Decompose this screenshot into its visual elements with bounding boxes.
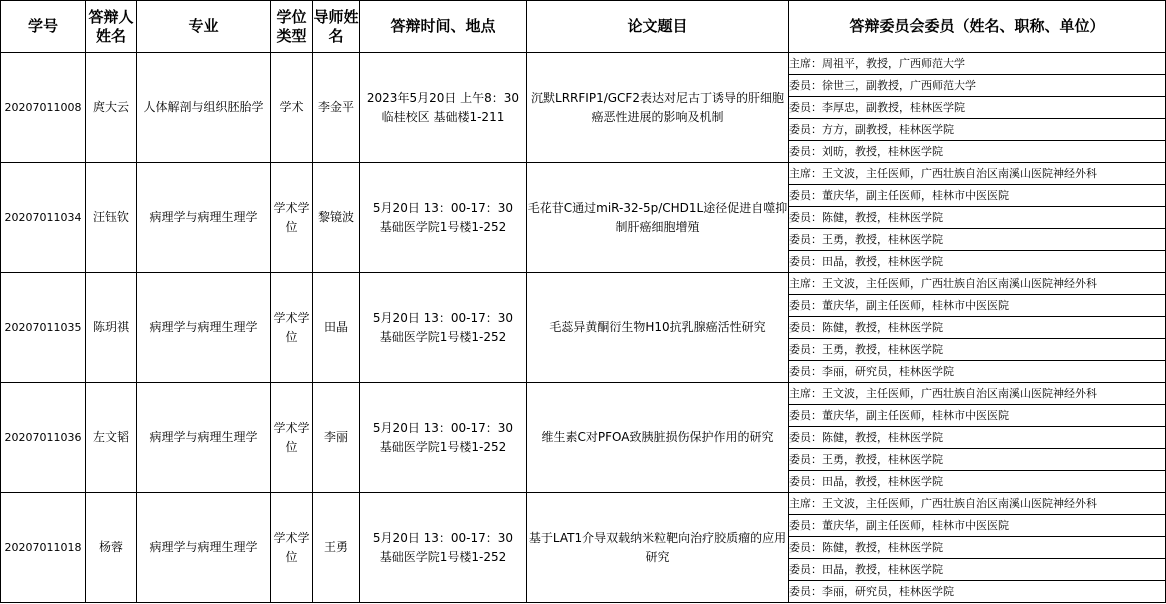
committee-member: 委员：方方，副教授，桂林医学院 xyxy=(789,119,1166,141)
committee-member: 委员：田晶，教授，桂林医学院 xyxy=(789,251,1166,273)
committee-member: 委员：董庆华，副主任医师，桂林市中医医院 xyxy=(789,295,1166,317)
advisor-cell: 田晶 xyxy=(313,273,360,383)
header-row xyxy=(1,1,1166,53)
committee-member: 主席：王文波，主任医师，广西壮族自治区南溪山医院神经外科 xyxy=(789,383,1166,405)
table-row xyxy=(1,383,1166,405)
defense-location: 临桂校区 基础楼1-211 xyxy=(381,109,505,124)
student-id-cell: 20207011036 xyxy=(1,383,86,493)
defense-location: 基础医学院1号楼1-252 xyxy=(379,439,507,454)
defense-time: 2023年5月20日 上午8：30 xyxy=(366,90,520,105)
major-cell: 病理学与病理生理学 xyxy=(137,493,271,603)
student-id-cell: 20207011018 xyxy=(1,493,86,603)
header-major: 专业 xyxy=(137,1,271,53)
major-cell: 病理学与病理生理学 xyxy=(137,383,271,493)
committee-member: 主席：王文波，主任医师，广西壮族自治区南溪山医院神经外科 xyxy=(789,273,1166,295)
committee-member: 委员：徐世三，副教授，广西师范大学 xyxy=(789,75,1166,97)
advisor-cell: 王勇 xyxy=(313,493,360,603)
header-student-id: 学号 xyxy=(1,1,86,53)
committee-member: 主席：周祖平，教授，广西师范大学 xyxy=(789,53,1166,75)
degree-type-cell: 学术学位 xyxy=(271,163,313,273)
committee-member: 委员：李丽，研究员，桂林医学院 xyxy=(789,361,1166,383)
table-row xyxy=(1,493,1166,515)
committee-member: 委员：董庆华，副主任医师，桂林市中医医院 xyxy=(789,405,1166,427)
thesis-title-cell: 基于LAT1介导双载纳米粒靶向治疗胶质瘤的应用研究 xyxy=(527,493,789,603)
advisor-cell: 李金平 xyxy=(313,53,360,163)
defense-time: 5月20日 13：00-17：30 xyxy=(372,530,514,545)
student-id-cell: 20207011034 xyxy=(1,163,86,273)
student-name-cell: 陈玥祺 xyxy=(86,273,137,383)
thesis-title-cell: 维生素C对PFOA致胰脏损伤保护作用的研究 xyxy=(527,383,789,493)
header-thesis-title: 论文题目 xyxy=(527,1,789,53)
committee-member: 委员：李厚忠，副教授，桂林医学院 xyxy=(789,97,1166,119)
time-place-cell xyxy=(360,53,527,163)
committee-member: 委员：陈健，教授，桂林医学院 xyxy=(789,427,1166,449)
time-place-cell xyxy=(360,383,527,493)
student-id-cell: 20207011035 xyxy=(1,273,86,383)
committee-member: 委员：田晶，教授，桂林医学院 xyxy=(789,559,1166,581)
degree-type-cell: 学术 xyxy=(271,53,313,163)
table-row xyxy=(1,273,1166,295)
advisor-cell: 黎镜波 xyxy=(313,163,360,273)
committee-member: 委员：李丽，研究员，桂林医学院 xyxy=(789,581,1166,603)
degree-type-cell: 学术学位 xyxy=(271,273,313,383)
committee-member: 委员：田晶，教授，桂林医学院 xyxy=(789,471,1166,493)
defense-location: 基础医学院1号楼1-252 xyxy=(379,219,507,234)
student-name-cell: 左文韬 xyxy=(86,383,137,493)
thesis-title-cell: 沉默LRRFIP1/GCF2表达对尼古丁诱导的肝细胞癌恶性进展的影响及机制 xyxy=(527,53,789,163)
header-committee: 答辩委员会委员（姓名、职称、单位） xyxy=(789,1,1166,53)
time-place-cell xyxy=(360,493,527,603)
thesis-title-cell: 毛花苷C通过miR-32-5p/CHD1L途径促进自噬抑制肝癌细胞增殖 xyxy=(527,163,789,273)
committee-member: 委员：王勇，教授，桂林医学院 xyxy=(789,229,1166,251)
student-id-cell: 20207011008 xyxy=(1,53,86,163)
student-name-cell: 庹大云 xyxy=(86,53,137,163)
committee-member: 委员：董庆华，副主任医师，桂林市中医医院 xyxy=(789,515,1166,537)
committee-member: 委员：董庆华，副主任医师，桂林市中医医院 xyxy=(789,185,1166,207)
table-row xyxy=(1,53,1166,75)
defense-location: 基础医学院1号楼1-252 xyxy=(379,549,507,564)
major-cell: 人体解剖与组织胚胎学 xyxy=(137,53,271,163)
committee-member: 委员：王勇，教授，桂林医学院 xyxy=(789,449,1166,471)
defense-time: 5月20日 13：00-17：30 xyxy=(372,420,514,435)
committee-member: 委员：陈健，教授，桂林医学院 xyxy=(789,537,1166,559)
defense-location: 基础医学院1号楼1-252 xyxy=(379,329,507,344)
table-row xyxy=(1,163,1166,185)
committee-member: 委员：王勇，教授，桂林医学院 xyxy=(789,339,1166,361)
committee-member: 委员：陈健，教授，桂林医学院 xyxy=(789,207,1166,229)
defense-time: 5月20日 13：00-17：30 xyxy=(372,310,514,325)
committee-member: 委员：刘昉，教授，桂林医学院 xyxy=(789,141,1166,163)
committee-member: 主席：王文波，主任医师，广西壮族自治区南溪山医院神经外科 xyxy=(789,493,1166,515)
time-place-cell xyxy=(360,273,527,383)
advisor-cell: 李丽 xyxy=(313,383,360,493)
header-advisor: 导师姓名 xyxy=(313,1,360,53)
header-time-place: 答辩时间、地点 xyxy=(360,1,527,53)
student-name-cell: 杨蓉 xyxy=(86,493,137,603)
defense-time: 5月20日 13：00-17：30 xyxy=(372,200,514,215)
thesis-title-cell: 毛蕊异黄酮衍生物H10抗乳腺癌活性研究 xyxy=(527,273,789,383)
major-cell: 病理学与病理生理学 xyxy=(137,273,271,383)
degree-type-cell: 学术学位 xyxy=(271,493,313,603)
header-name: 答辩人姓名 xyxy=(86,1,137,53)
student-name-cell: 汪钰钦 xyxy=(86,163,137,273)
header-degree-type: 学位类型 xyxy=(271,1,313,53)
time-place-cell xyxy=(360,163,527,273)
degree-type-cell: 学术学位 xyxy=(271,383,313,493)
major-cell: 病理学与病理生理学 xyxy=(137,163,271,273)
committee-member: 主席：王文波，主任医师，广西壮族自治区南溪山医院神经外科 xyxy=(789,163,1166,185)
committee-member: 委员：陈健，教授，桂林医学院 xyxy=(789,317,1166,339)
